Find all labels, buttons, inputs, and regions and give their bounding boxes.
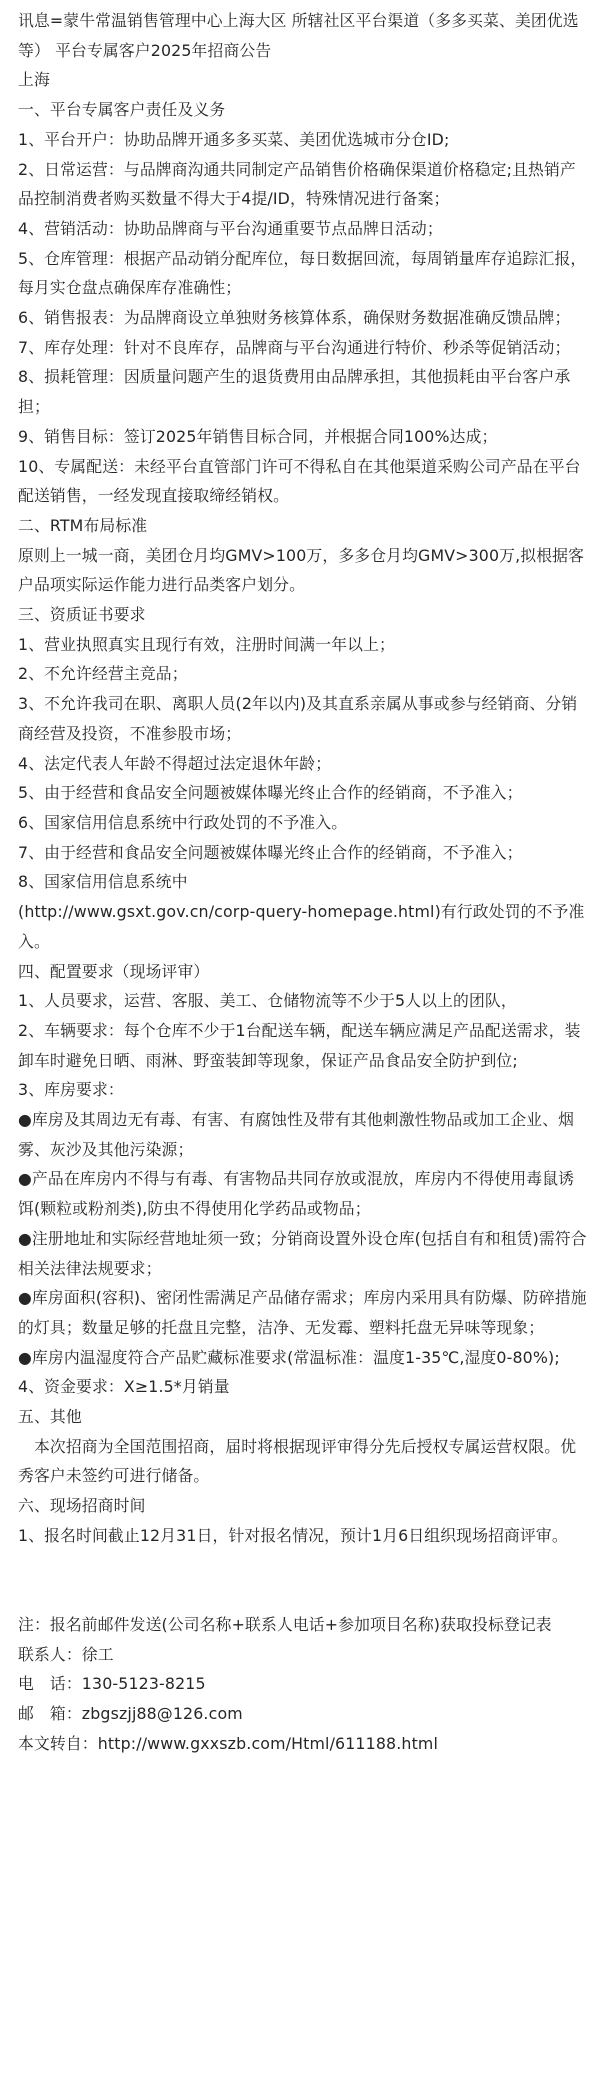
- spacer: [18, 1551, 588, 1610]
- duty-item: 6、销售报表：为品牌商设立单独财务核算体系，确保财务数据准确反馈品牌；: [18, 308, 571, 328]
- warehouse-bullet: ●库房面积(容积)、密闭性需满足产品储存需求；库房内采用具有防爆、防碎措施的灯具；数量足够的托盘且完整，洁净、无发霉、塑料托盘无异味等现象；: [18, 1288, 587, 1337]
- warehouse-bullet: ●库房内温湿度符合产品贮藏标准要求(常温标准：温度1-35℃,湿度0-80%);: [18, 1347, 560, 1367]
- section-heading-qualifications: 三、资质证书要求: [18, 605, 146, 625]
- qualification-item: 7、由于经营和食品安全问题被媒体曝光终止合作的经销商，不予准入；: [18, 842, 523, 862]
- contact-phone: 电 话：130-5123-8215: [18, 1674, 206, 1694]
- contact-email: 邮 箱：zbgszjj88@126.com: [18, 1704, 243, 1724]
- configuration-item: 3、库房要求：: [18, 1080, 124, 1100]
- qualification-item: 1、营业执照真实且现行有效，注册时间满一年以上；: [18, 634, 395, 654]
- rtm-paragraph: 原则上一城一商，美团仓月均GMV>100万，多多仓月均GMV>300万,拟根据客户品项实际运作能力进行品类客户划分。: [18, 545, 585, 595]
- duty-item: 5、仓库管理：根据产品动销分配库位，每日数据回流，每周销量库存追踪汇报，每月实仓盘点确保库存准确性；: [18, 248, 587, 298]
- schedule-item: 1、报名时间截止12月31日，针对报名情况，预计1月6日组织现场招商评审。: [18, 1525, 568, 1545]
- section-heading-schedule: 六、现场招商时间: [18, 1496, 146, 1516]
- configuration-item: 4、资金要求：X≥1.5*月销量: [18, 1377, 230, 1397]
- section-heading-duties: 一、平台专属客户责任及义务: [18, 100, 226, 120]
- duty-item: 10、专属配送：未经平台直管部门许可不得私自在其他渠道采购公司产品在平台配送销售，一经发现直接取缔经销权。: [18, 456, 581, 506]
- duty-item: 1、平台开户：协助品牌开通多多买菜、美团优选城市分仓ID;: [18, 129, 450, 149]
- duty-item: 9、销售目标：签订2025年销售目标合同，并根据合同100%达成；: [18, 426, 498, 446]
- qualification-item: 5、由于经营和食品安全问题被媒体曝光终止合作的经销商，不予准入；: [18, 783, 523, 803]
- duty-item: 8、损耗管理：因质量问题产生的退货费用由品牌承担，其他损耗由平台客户承担；: [18, 367, 571, 417]
- region-label: 上海: [18, 70, 50, 90]
- qualification-item: 3、不允许我司在职、离职人员(2年以内)及其直系亲属从事或参与经销商、分销商经营及投资，不准参股市场；: [18, 694, 578, 743]
- qualification-item: 8、国家信用信息系统中: [18, 872, 188, 892]
- contact-person: 联系人：徐工: [18, 1644, 114, 1664]
- duty-item: 4、营销活动：协助品牌商与平台沟通重要节点品牌日活动；: [18, 218, 443, 238]
- qualification-url-item: (http://www.gsxt.gov.cn/corp-query-homepage.html)有行政处罚的不予准入。: [18, 902, 585, 951]
- configuration-item: 2、车辆要求：每个仓库不少于1台配送车辆，配送车辆应满足产品配送需求，装卸车时避免日晒、雨淋、野蛮装卸等现象，保证产品食品安全防护到位;: [18, 1020, 581, 1070]
- warehouse-bullet: ●注册地址和实际经营地址须一致；分销商设置外设仓库(包括自有和租赁)需符合相关法律法规要求；: [18, 1228, 587, 1278]
- section-heading-other: 五、其他: [18, 1407, 82, 1427]
- duty-item: 7、库存处理：针对不良库存，品牌商与平台沟通进行特价、秒杀等促销活动；: [18, 337, 571, 357]
- qualification-item: 6、国家信用信息系统中行政处罚的不予准入。: [18, 812, 348, 832]
- source-link: 本文转自：http://www.gxxszb.com/Html/611188.html: [18, 1733, 438, 1753]
- duty-item: 2、日常运营：与品牌商沟通共同制定产品销售价格确保渠道价格稳定;且热销产品控制消费者购买数量不得大于4提/ID，特殊情况进行备案；: [18, 159, 576, 209]
- section-heading-rtm: 二、RTM布局标准: [18, 515, 148, 535]
- warehouse-bullet: ●库房及其周边无有毒、有害、有腐蚀性及带有其他刺激性物品或加工企业、烟雾、灰沙及其他污染源；: [18, 1110, 575, 1159]
- other-paragraph: 本次招商为全国范围招商，届时将根据现评审得分先后授权专属运营权限。优秀客户未签约可进行储备。: [18, 1436, 577, 1486]
- announcement-title: 讯息=蒙牛常温销售管理中心上海大区 所辖社区平台渠道（多多买菜、美团优选等） 平台专属客户2025年招商公告: [18, 11, 579, 60]
- section-heading-configuration: 四、配置要求（现场评审）: [18, 961, 210, 981]
- warehouse-bullet: ●产品在库房内不得与有毒、有害物品共同存放或混放，库房内不得使用毒鼠诱饵(颗粒或粉剂类),防虫不得使用化学药品或物品；: [18, 1169, 575, 1219]
- qualification-item: 2、不允许经营主竞品；: [18, 664, 188, 684]
- registration-note: 注：报名前邮件发送(公司名称+联系人电话+参加项目名称)获取投标登记表: [18, 1614, 552, 1634]
- qualification-item: 4、法定代表人年龄不得超过法定退休年龄；: [18, 753, 332, 773]
- configuration-item: 1、人员要求，运营、客服、美工、仓储物流等不少于5人以上的团队，: [18, 991, 517, 1011]
